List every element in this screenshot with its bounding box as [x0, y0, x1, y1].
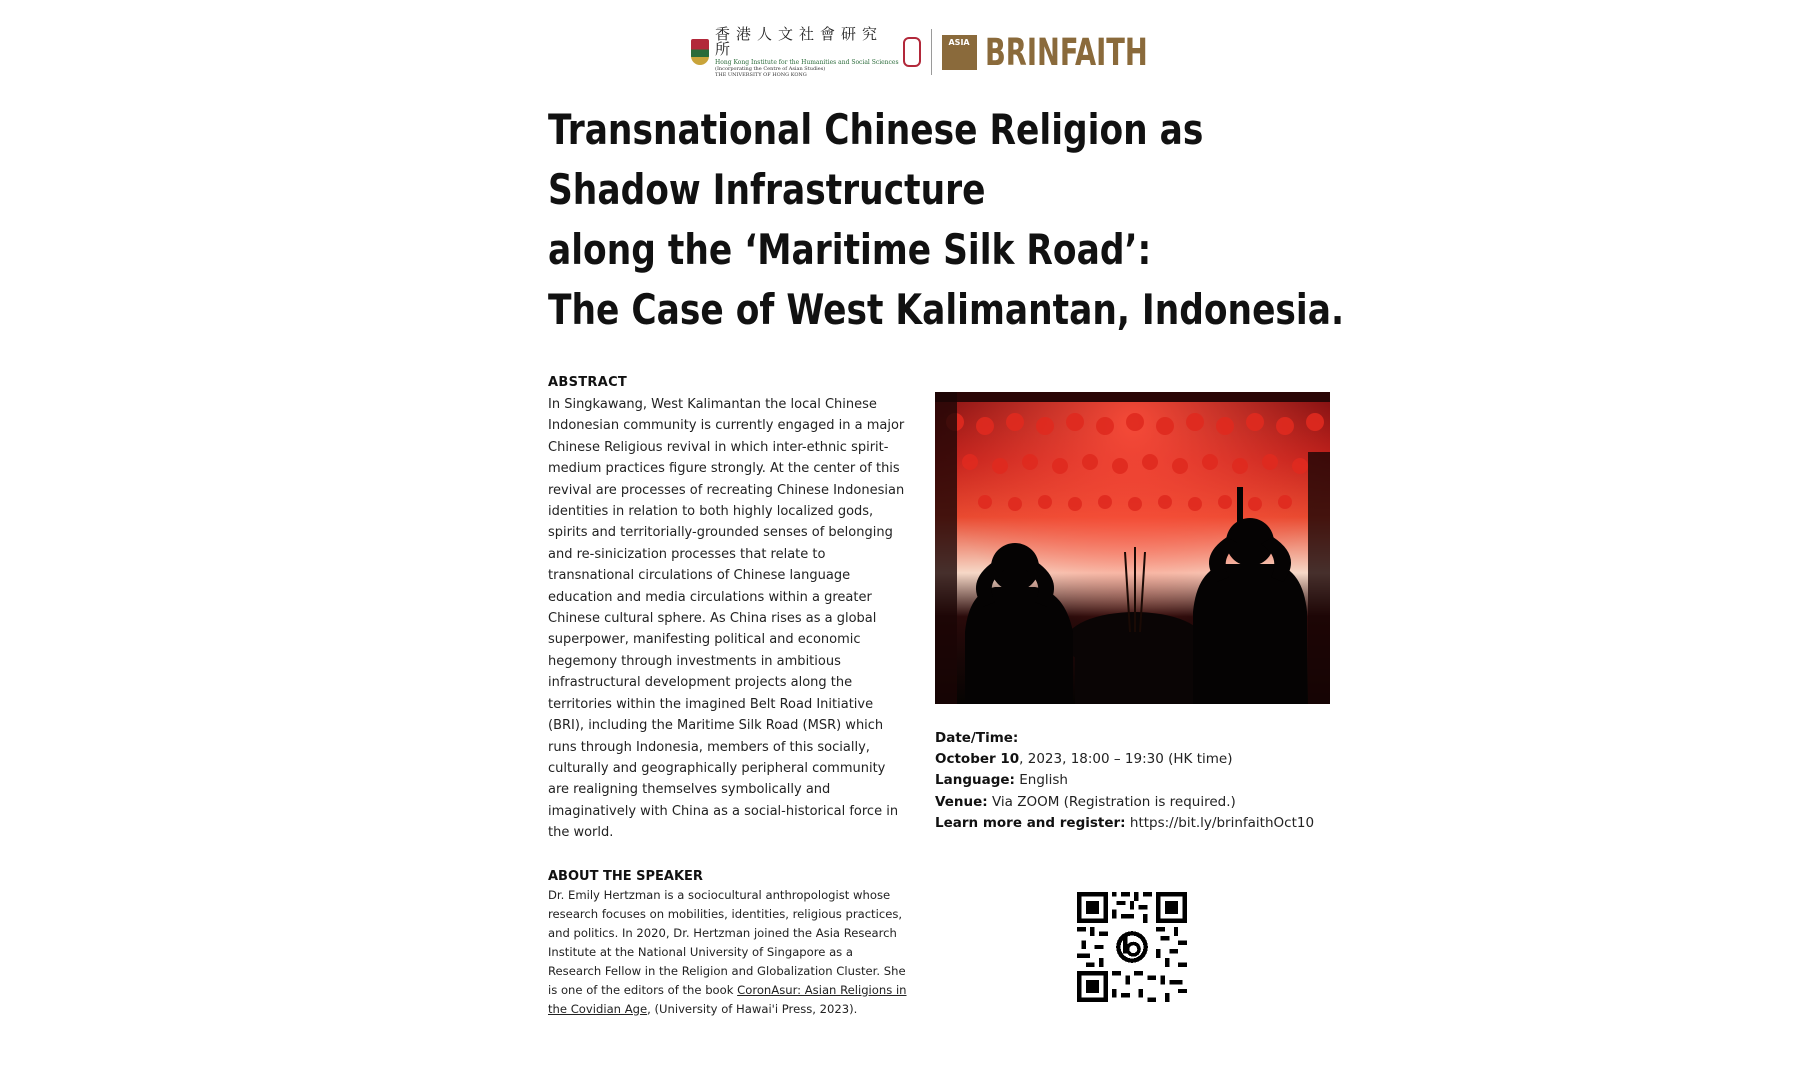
- speaker-bio-publisher: , (University of Hawai'i Press, 2023).: [647, 1001, 858, 1016]
- logo-divider: [931, 29, 932, 75]
- title-line: Shadow Infrastructure: [548, 165, 986, 214]
- title-line: Transnational Chinese Religion as: [548, 105, 1204, 154]
- abstract-heading: ABSTRACT: [548, 375, 628, 390]
- title-line: The Case of West Kalimantan, Indonesia.: [548, 285, 1345, 334]
- register-label: Learn more and register:: [935, 814, 1126, 831]
- datetime-row: [935, 728, 1355, 749]
- event-details: [935, 728, 1355, 834]
- brinfaith-logo: BRINFAITH: [984, 30, 1148, 74]
- temple-worshippers-photo: [935, 392, 1330, 704]
- asia-logo-icon: [942, 35, 977, 70]
- page-title: [548, 100, 1345, 340]
- qr-code-graphic: [1076, 892, 1188, 1002]
- asia-label: ASIA: [948, 37, 970, 47]
- date-row: [935, 749, 1355, 770]
- title-line: along the ‘Maritime Silk Road’:: [548, 225, 1152, 274]
- red-seal-icon: [903, 37, 921, 67]
- registration-qr-code-icon[interactable]: [1076, 892, 1188, 1002]
- venue-value: Via ZOOM (Registration is required.): [987, 793, 1236, 810]
- register-link[interactable]: https://bit.ly/brinfaithOct10: [1125, 814, 1315, 831]
- book-title-link[interactable]: CoronAsur: Asian Religions in the Covidian Age: [548, 982, 907, 1016]
- hkihss-note: (Incorporating the Centre of Asian Studies): [715, 65, 826, 72]
- register-row: [935, 813, 1355, 834]
- venue-row: [935, 792, 1355, 813]
- hkihss-chinese-name: 香港人文社會研究所: [715, 24, 884, 58]
- speaker-bio: [548, 886, 908, 1019]
- hkihss-university: THE UNIVERSITY OF HONG KONG: [715, 71, 807, 78]
- photo-illustration: [935, 392, 1330, 704]
- speaker-heading: ABOUT THE SPEAKER: [548, 868, 703, 884]
- language-value: English: [1014, 772, 1068, 789]
- hkihss-english-name: Hong Kong Institute for the Humanities and Social Sciences: [715, 58, 899, 66]
- datetime-label: Date/Time:: [935, 730, 1019, 746]
- abstract-text: In Singkawang, West Kalimantan the local Chinese Indonesian community is currently engaged in a major Chinese Religious revival in which inter-ethnic spirit-medium practices figure strongly. At the center of this revival are processes of recreating Chinese Indonesian identities in relation to both highly localized gods, spirits and territorially-grounded senses of belonging and re-sinicization processes that relate to transnational circulations of Chinese language education and media circulations within a greater Chinese cultural sphere. As China rises as a global superpower, manifesting political and economic hegemony through investments in ambitious infrastructural development projects along the territories within the imagined Belt Road Initiative (BRI), including the Maritime Silk Road (MSR) which runs through Indonesia, members of this socially, culturally and geographically peripheral community are realigning themselves symbolically and imaginatively with China as a social-historical force in the world.: [548, 397, 905, 841]
- header-logos: [691, 26, 1176, 78]
- event-time: , 2023, 18:00 – 19:30 (HK time): [1019, 751, 1233, 768]
- left-column: [548, 375, 908, 1019]
- venue-label: Venue:: [935, 793, 988, 810]
- hkihss-logo: [715, 24, 899, 78]
- hku-crest-icon: [691, 39, 709, 65]
- event-date: October 10: [935, 751, 1020, 768]
- language-row: [935, 770, 1355, 791]
- language-label: Language:: [935, 772, 1015, 789]
- speaker-bio-text: Dr. Emily Hertzman is a sociocultural anthropologist whose research focuses on mobilities, identities, religious practices, and politics. In 2020, Dr. Hertzman joined the Asia Research Institute at the National University of Singapore as a Research Fellow in the Religion and Globalization Cluster. She is one of the editors of the book: [548, 887, 906, 997]
